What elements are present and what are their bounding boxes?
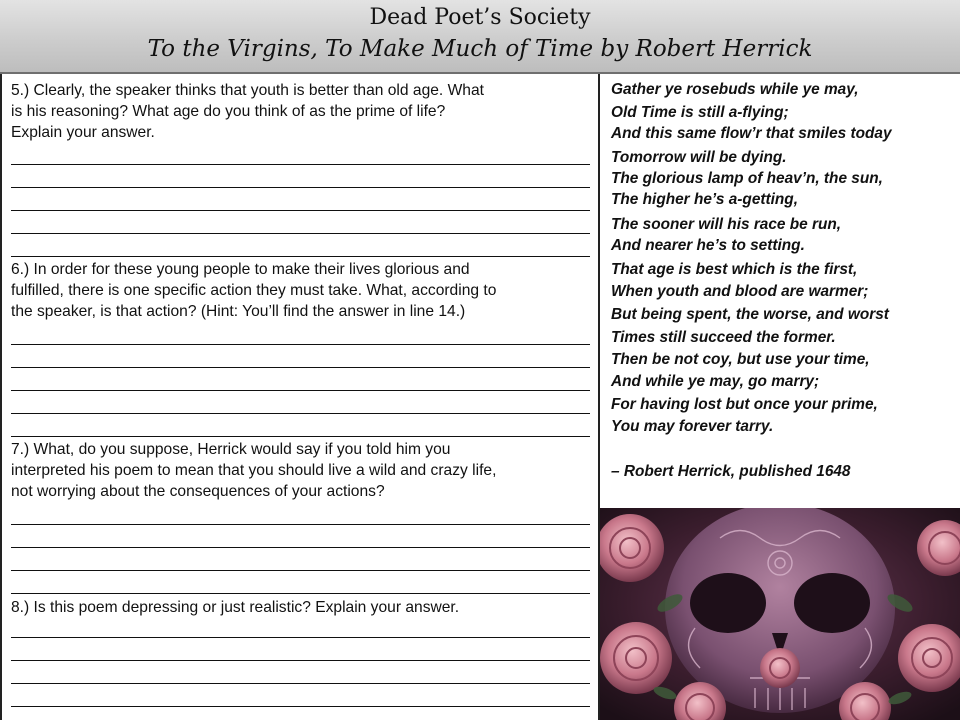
questions-panel bbox=[0, 74, 600, 720]
poem-line: But being spent, the worse, and worst bbox=[611, 306, 889, 323]
poem-line: Times still succeed the former. bbox=[611, 329, 836, 346]
poem-line: For having lost but once your prime, bbox=[611, 396, 878, 413]
poem-line: The higher he’s a-getting, bbox=[611, 191, 798, 208]
poem-line: Old Time is still a-flying; bbox=[611, 104, 789, 121]
answer-line[interactable] bbox=[11, 683, 590, 684]
page-title: Dead Poet’s Society bbox=[369, 5, 591, 30]
question-line: interpreted his poem to mean that you should live a wild and crazy life, bbox=[11, 462, 497, 479]
question-line: is his reasoning? What age do you think of as the prime of life? bbox=[11, 103, 446, 120]
poem-line: And this same flow’r that smiles today bbox=[611, 125, 892, 142]
question-5 bbox=[11, 80, 595, 143]
question-7 bbox=[11, 439, 595, 502]
poem-line: Gather ye rosebuds while ye may, bbox=[611, 81, 859, 98]
question-line: 6.) In order for these young people to make their lives glorious and bbox=[11, 261, 470, 278]
answer-line[interactable] bbox=[11, 413, 590, 414]
poem-line: And nearer he’s to setting. bbox=[611, 237, 805, 254]
question-line: 8.) Is this poem depressing or just realistic? Explain your answer. bbox=[11, 599, 460, 616]
answer-line[interactable] bbox=[11, 390, 590, 391]
answer-line[interactable] bbox=[11, 187, 590, 188]
answer-line[interactable] bbox=[11, 660, 590, 661]
poem-line: And while ye may, go marry; bbox=[611, 373, 820, 390]
title-banner bbox=[0, 0, 960, 74]
rose-skull-illustration bbox=[600, 508, 960, 720]
question-6 bbox=[11, 259, 595, 322]
question-line: 7.) What, do you suppose, Herrick would say if you told him you bbox=[11, 441, 451, 458]
rose-skull-svg bbox=[600, 508, 960, 720]
answer-line[interactable] bbox=[11, 256, 590, 257]
answer-line[interactable] bbox=[11, 706, 590, 707]
poem-line: The glorious lamp of heav’n, the sun, bbox=[611, 170, 883, 187]
answer-line[interactable] bbox=[11, 524, 590, 525]
question-line: the speaker, is that action? (Hint: You’ll find the answer in line 14.) bbox=[11, 303, 466, 320]
poem-line: The sooner will his race be run, bbox=[611, 216, 842, 233]
answer-line[interactable] bbox=[11, 367, 590, 368]
poem-attribution: – Robert Herrick, published 1648 bbox=[611, 463, 851, 480]
answer-line[interactable] bbox=[11, 210, 590, 211]
answer-line[interactable] bbox=[11, 637, 590, 638]
poem-line: Then be not coy, but use your time, bbox=[611, 351, 870, 368]
answer-line[interactable] bbox=[11, 547, 590, 548]
poem-line: You may forever tarry. bbox=[611, 418, 774, 435]
answer-line[interactable] bbox=[11, 593, 590, 594]
page-subtitle: To the Virgins, To Make Much of Time by Robert Herrick bbox=[147, 36, 813, 62]
question-8 bbox=[11, 597, 595, 618]
answer-line[interactable] bbox=[11, 344, 590, 345]
poem-line: Tomorrow will be dying. bbox=[611, 149, 787, 166]
answer-line[interactable] bbox=[11, 164, 590, 165]
question-line: fulfilled, there is one specific action they must take. What, according to bbox=[11, 282, 497, 299]
answer-line[interactable] bbox=[11, 436, 590, 437]
question-line: Explain your answer. bbox=[11, 124, 155, 141]
poem-line: When youth and blood are warmer; bbox=[611, 283, 869, 300]
question-line: not worrying about the consequences of your actions? bbox=[11, 483, 385, 500]
answer-line[interactable] bbox=[11, 233, 590, 234]
question-line: 5.) Clearly, the speaker thinks that youth is better than old age. What bbox=[11, 82, 484, 99]
poem-line: That age is best which is the first, bbox=[611, 261, 858, 278]
answer-line[interactable] bbox=[11, 570, 590, 571]
